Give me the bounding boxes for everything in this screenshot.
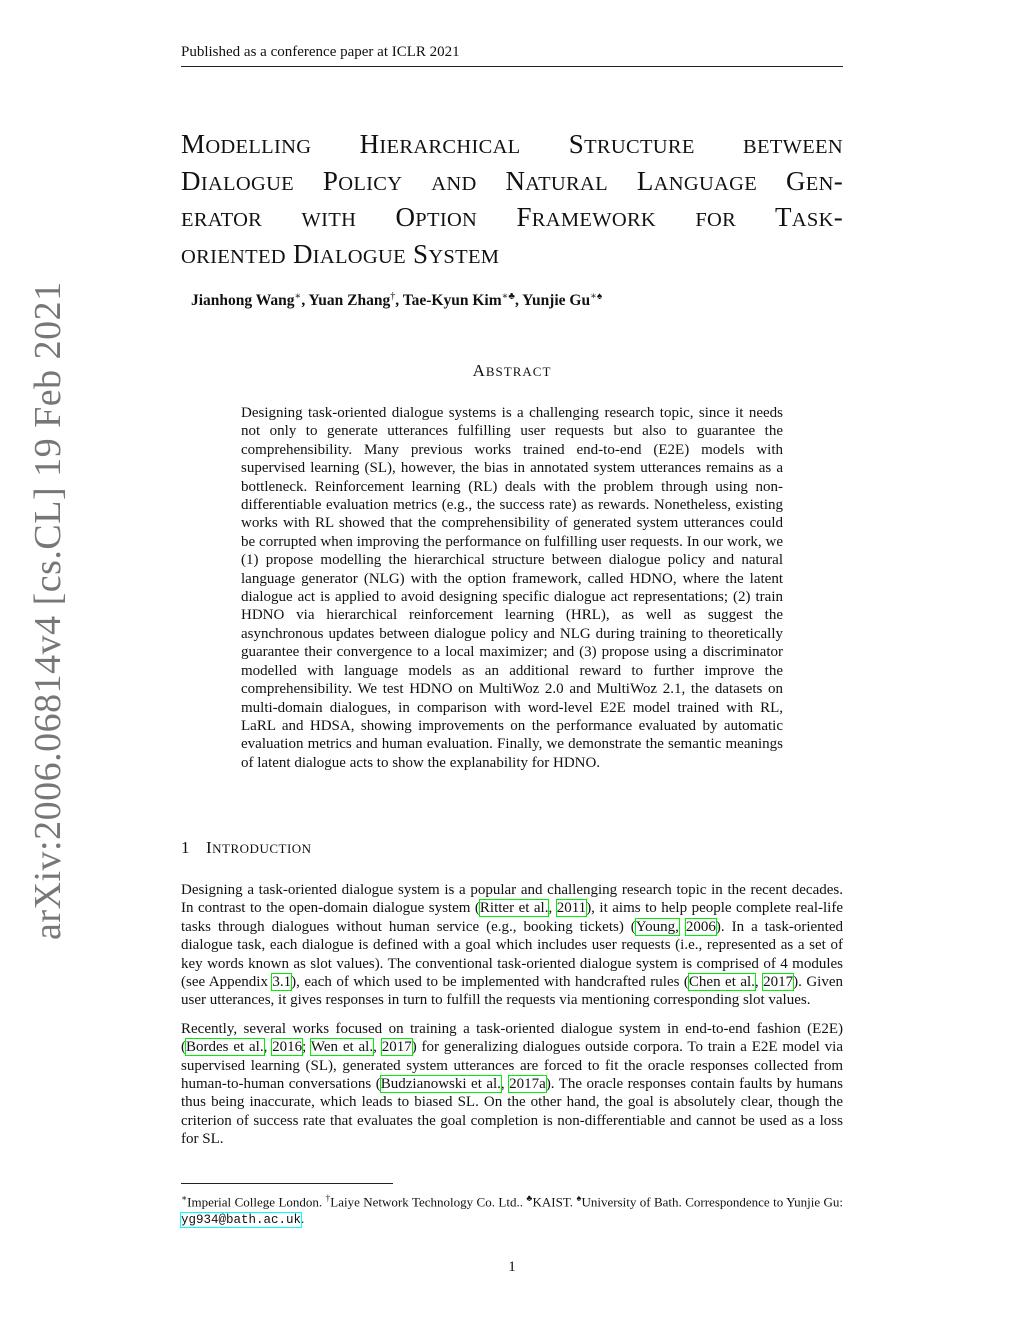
introduction-body bbox=[181, 881, 843, 1159]
citation-link[interactable]: Budzianowski et al. bbox=[380, 1076, 501, 1093]
abstract-heading: ABSTRACT bbox=[472, 361, 552, 380]
citation-link[interactable]: 2006 bbox=[685, 918, 716, 935]
author-affiliation-mark: ∗♣ bbox=[501, 291, 515, 302]
citation-link[interactable]: Wen et al. bbox=[310, 1039, 374, 1056]
citation-link[interactable]: Bordes et al. bbox=[186, 1039, 264, 1056]
citation-link[interactable]: 2011 bbox=[556, 900, 587, 917]
section-title: INTRODUCTION bbox=[206, 838, 312, 857]
footnote-rule bbox=[181, 1183, 393, 1184]
running-header: Published as a conference paper at ICLR 2021 bbox=[181, 44, 843, 67]
page-number: 1 bbox=[508, 1259, 516, 1275]
citation-link[interactable]: Ritter et al. bbox=[479, 900, 549, 917]
arxiv-stamp: arXiv:2006.06814v4 [cs.CL] 19 Feb 2021 bbox=[27, 281, 69, 940]
author-affiliation-mark: ∗♠ bbox=[590, 291, 603, 302]
title-line-2: DIALOGUE POLICY AND NATURAL LANGUAGE GEN- bbox=[181, 165, 843, 196]
footnote: ∗Imperial College London. †Laiye Network Technology Co. Ltd.. ♣KAIST. ♠University of Bath. Correspondence to Yunjie Gu: yg934@bath.ac.uk. bbox=[181, 1193, 844, 1228]
citation-link[interactable]: 2017 bbox=[381, 1039, 412, 1056]
title-line-1: MODELLING HIERARCHICAL STRUCTURE BETWEEN bbox=[181, 129, 843, 159]
author-affiliation-mark: ∗ bbox=[294, 291, 302, 302]
paragraph: Designing a task-oriented dialogue system is a popular and challenging research topic in the recent decades. In contrast to the open-domain dialogue system (Ritter et al., 2011), it aims to help people complete real-life tasks through dialogues without human service (e.g., booking tickets) (Young, 2006). In a task-oriented dialogue task, each dialogue is defined with a goal which includes user requests (i.e., represented as a set of key words known as slot values). The conventional task-oriented dialogue system is comprised of 4 modules (see Appendix 3.1), each of which used to be implemented with handcrafted rules (Chen et al., 2017). Given user utterances, it gives responses in turn to fulfill the requests via mentioning corresponding slot values. bbox=[181, 882, 844, 1009]
author-name: Yuan Zhang bbox=[308, 292, 391, 310]
author-name: Yunjie Gu bbox=[522, 292, 591, 310]
author-name: Jianhong Wang bbox=[191, 292, 295, 310]
citation-link[interactable]: 2016 bbox=[272, 1039, 303, 1056]
paragraph: Recently, several works focused on training a task-oriented dialogue system in end-to-end fashion (E2E) (Bordes et al., 2016; Wen et al., 2017) for generalizing dialogues outside corpora. To train a E2E model via supervised learning (SL), generated system utterances are forced to fit the oracle responses collected from human-to-human conversations (Budzianowski et al., 2017a). The oracle responses contain faults by humans thus being inaccurate, which leads to biased SL. On the other hand, the goal is absolutely clear, though the criterion of success rate that evaluates the goal completion is non-differentiable and cannot be used as a loss for SL. bbox=[181, 1020, 844, 1148]
paper-title bbox=[181, 128, 843, 274]
citation-link[interactable]: 2017a bbox=[509, 1076, 546, 1093]
appendix-link[interactable]: 3.1 bbox=[272, 974, 292, 991]
author-affiliation-mark: † bbox=[390, 291, 396, 302]
title-line-3: ERATOR WITH OPTION FRAMEWORK FOR TASK- bbox=[181, 202, 843, 232]
citation-link[interactable]: 2017 bbox=[763, 974, 794, 991]
email-link[interactable]: yg934@bath.ac.uk bbox=[181, 1213, 302, 1228]
author-list: Jianhong Wang∗, Yuan Zhang†, Tae-Kyun Kim∗♣, Yunjie Gu∗♠ bbox=[191, 291, 603, 310]
citation-link[interactable]: Chen et al. bbox=[688, 974, 755, 991]
abstract-text: Designing task-oriented dialogue systems is a challenging research topic, since it needs not only to generate utterances fulfilling user requests but also to guarantee the comprehensibility. Many previous works trained end-to-end (E2E) models with supervised learning (SL), however, the bias in annotated system utterances remains as a bottleneck. Reinforcement learning (RL) deals with the problem through using non-differentiable evaluation metrics (e.g., the success rate) as rewards. Nonetheless, existing works with RL showed that the comprehensibility of generated system utterances could be corrupted when improving the performance on fulfilling user requests. In our work, we (1) propose modelling the hierarchical structure between dialogue policy and natural language generator (NLG) with the option framework, called HDNO, where the latent dialogue act is applied to avoid designing specific dialogue act representations; (2) train HDNO via hierarchical reinforcement learning (HRL), as well as suggest the asynchronous updates between dialogue policy and NLG during training to theoretically guarantee their convergence to a local maximizer; and (3) propose using a discriminator modelled with language models as an additional reward to further improve the comprehensibility. We test HDNO on MultiWoz 2.0 and MultiWoz 2.1, the datasets on multi-domain dialogues, in comparison with word-level E2E model trained with RL, LaRL and HDSA, showing improvements on the performance evaluated by automatic evaluation metrics and human evaluation. Finally, we demonstrate the semantic meanings of latent dialogue acts to show the explanability for HDNO. bbox=[241, 405, 783, 771]
author-name: Tae-Kyun Kim bbox=[402, 292, 502, 310]
citation-link[interactable]: Young, bbox=[635, 918, 679, 935]
section-number: 1 bbox=[181, 838, 190, 857]
section-heading bbox=[181, 838, 312, 858]
title-line-4: ORIENTED DIALOGUE SYSTEM bbox=[181, 238, 500, 269]
